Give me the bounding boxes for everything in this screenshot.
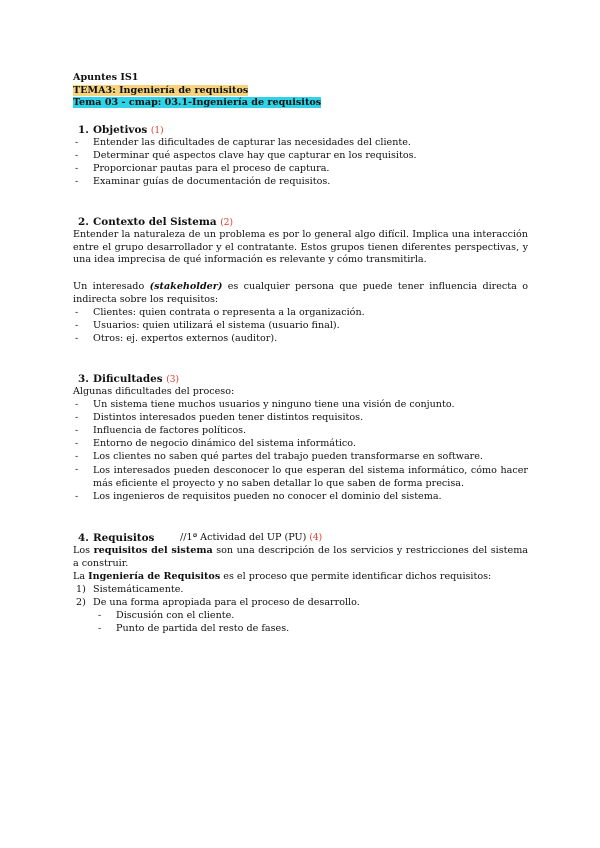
section-1-heading xyxy=(93,124,164,136)
section-4-title: Requisitos xyxy=(93,532,155,544)
section-3-title: Dificultades xyxy=(93,373,163,385)
course-title: Apuntes IS1 xyxy=(73,72,139,83)
section-3-intro: Algunas dificultades del proceso: xyxy=(73,386,235,397)
section-1-ref: (1) xyxy=(150,126,164,136)
section-3-heading xyxy=(93,373,179,385)
section-3-ref: (3) xyxy=(166,375,179,385)
ordered-item: 2) De una forma apropiada para el proceso de desarrollo. xyxy=(76,597,360,608)
section-2-number: 2. xyxy=(78,216,89,228)
section-3-number: 3. xyxy=(78,373,89,385)
sub-list-item: - Punto de partida del resto de fases. xyxy=(98,623,290,634)
subtema-heading xyxy=(73,97,321,109)
section-4-note: //1ª Actividad del UP (PU) (4) xyxy=(180,532,323,543)
subtema-highlight: Tema 03 - cmap: 03.1-Ingeniería de requisitos xyxy=(73,97,322,108)
section-1-number: 1. xyxy=(78,124,89,136)
section-4-paragraph-1: Los requisitos del sistema son una descripción de los servicios y restricciones del sistema a construir. xyxy=(73,545,529,569)
sub-list-item: - Discusión con el cliente. xyxy=(98,610,235,621)
section-2-ref: (2) xyxy=(220,218,233,228)
ordered-item: 1) Sistemáticamente. xyxy=(76,584,184,595)
section-2-paragraph-1: Entender la naturaleza de un problema es por lo general algo difícil. Implica una interacción entre el grupo desarrollador y el contratante. Estos grupos tienen diferentes perspectivas, y una idea imprecisa de qué información es relevante y cómo transmitirla. xyxy=(73,229,528,265)
document-page: Apuntes IS1 TEMA3: Ingeniería de requisitos Tema 03 - cmap: 03.1-Ingeniería de requisitos 1. Objetivos (1) - Entender las dificultades de capturar las necesidades del cliente. - Determinar qué aspectos clave hay que capturar en los requisitos. - Proporcionar pautas para el proceso de captura. - Examinar guías de documentación de requisitos. 2. Contexto del Sistema (2) Entender la naturaleza de un problema es por lo general algo difícil. Implica una interacción entre el grupo desarrollador y el contratante. Estos grupos tienen diferentes perspectivas, y una idea imprecisa de qué información es relevante y cómo transmitirla. Un interesado (stakeholder) es cualquier persona que puede tener influencia directa o indirecta sobre los requisitos: - Clientes: quien contrata o representa a la organización. - Usuarios: quien utilizará el sistema (usuario final). - Otros: ej. expertos externos (auditor). 3. Dificultades (3) Algunas dificultades del proceso: - Un sistema tiene muchos usuarios y ninguno tiene una visión de conjunto. - Distintos interesados pueden tener distintos requisitos. - Influencia de factores políticos. - Entorno de negocio dinámico del sistema informático. - Los clientes no saben qué partes del trabajo pueden transformarse en software. - Los interesados pueden desconocer lo que esperan del sistema informático, cómo hacer más eficiente el proyecto y no saben detallar lo que saben de forma precisa. - Los ingenieros de requisitos pueden no conocer el dominio del sistema. 4. Requisitos //1ª Actividad del UP (PU) (4) Los requisitos del sistema son una descripción de los servicios y restricciones del sistema a construir. La Ingeniería de Requisitos es el proceso que permite identificar dichos requisitos: 1) Sistemáticamente. 2) De una forma apropiada para el proceso de desarrollo. - Discusión con el cliente. - Punto de partida del resto de fases. xyxy=(73,72,529,634)
stakeholder-term: (stakeholder) xyxy=(149,281,223,292)
section-2-paragraph-2: Un interesado (stakeholder) es cualquier persona que puede tener influencia directa o indirecta sobre los requisitos: xyxy=(73,281,529,305)
section-4-paragraph-2: La Ingeniería de Requisitos es el proceso que permite identificar dichos requisitos: xyxy=(73,571,492,582)
section-4-ref: (4) xyxy=(309,533,323,543)
section-2-heading xyxy=(93,216,233,228)
section-1-title: Objetivos xyxy=(93,124,148,136)
section-4-number: 4. xyxy=(78,532,89,544)
tema-highlight: TEMA3: Ingeniería de requisitos xyxy=(73,85,249,96)
tema-heading xyxy=(73,85,248,97)
requisitos-term: requisitos del sistema xyxy=(93,545,213,556)
section-2-title: Contexto del Sistema xyxy=(93,216,217,228)
ingenieria-term: Ingeniería de Requisitos xyxy=(88,571,221,582)
